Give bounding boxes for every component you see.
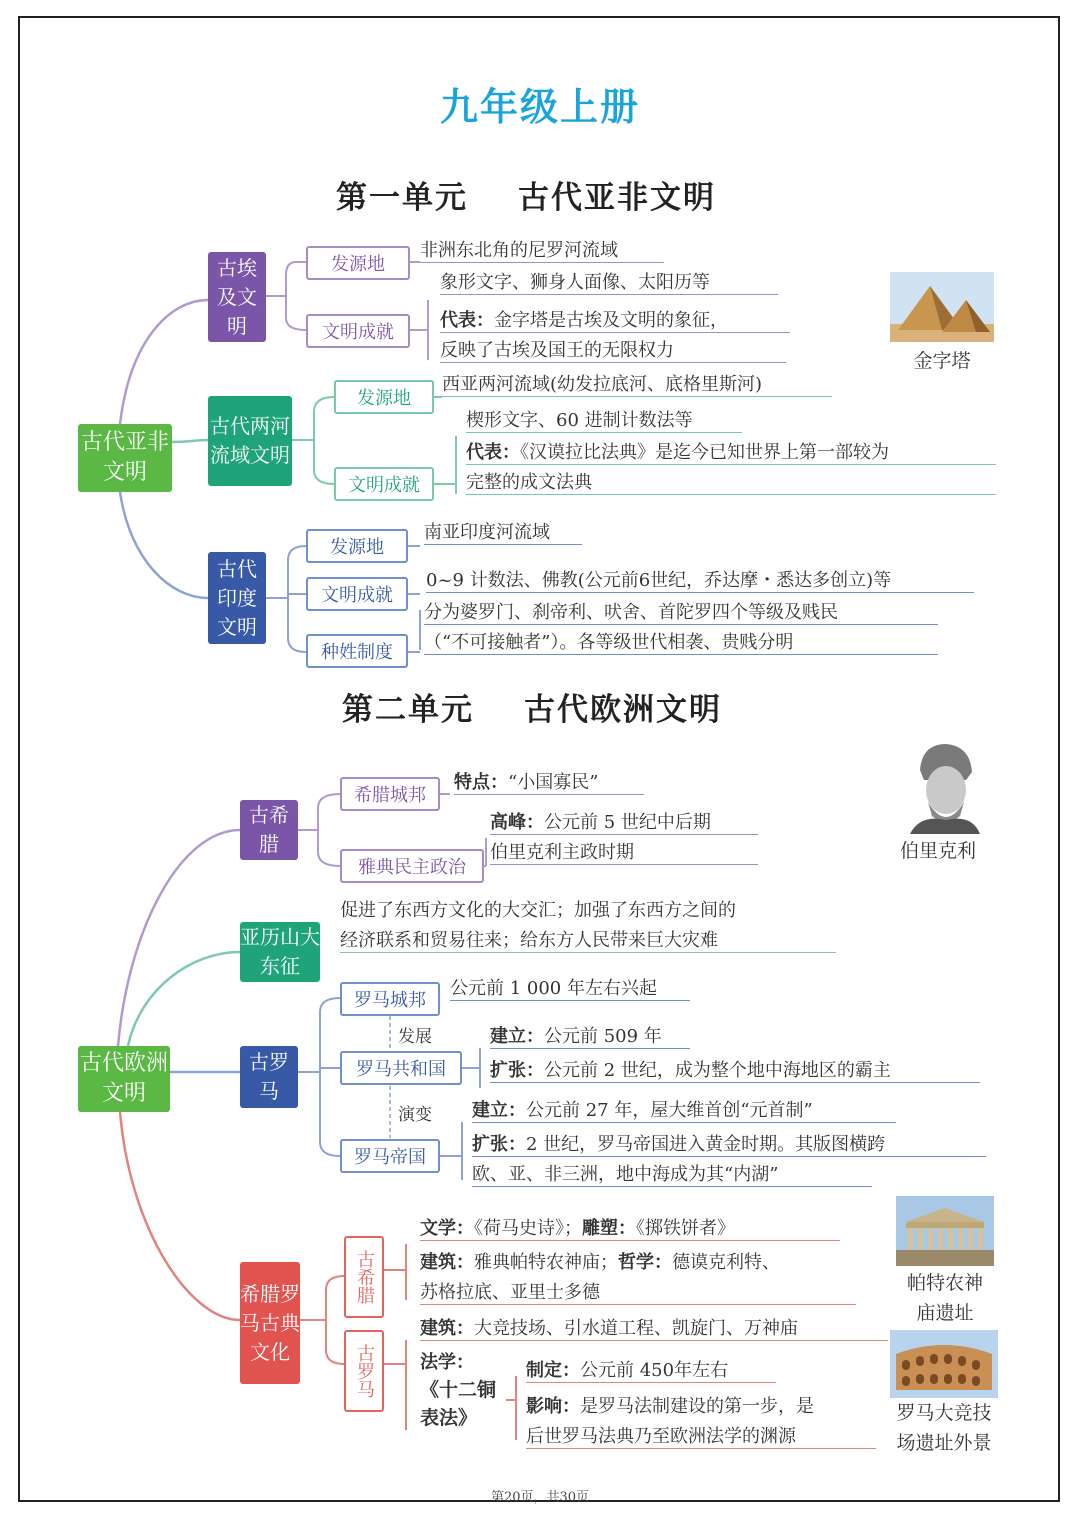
india-caste-line1: 分为婆罗门、刹帝利、吠舍、首陀罗四个等级及贱民 (424, 598, 938, 625)
culture-r-arch-line (420, 1314, 888, 1341)
meso-rep-line1 (466, 438, 996, 465)
meso-rep-text1: 《汉谟拉比法典》是迄今已知世界上第一部较为 (520, 442, 889, 463)
culture-law-label (420, 1348, 474, 1374)
culture-law-name-l1: 《十二铜 (420, 1379, 497, 1401)
connector-root1-egypt (120, 300, 208, 424)
rome-node: 古罗马 (240, 1046, 298, 1108)
republic-expand-line (490, 1056, 980, 1083)
colosseum-caption-l2: 场遗址外景 (896, 1432, 992, 1454)
culture-arch-text: 雅典帕特农神庙； (474, 1252, 618, 1273)
egypt-rep-line1 (440, 306, 790, 333)
republic-expand-label: 扩张： (490, 1060, 544, 1081)
culture-lit-line (420, 1214, 840, 1241)
parthenon-image (896, 1196, 994, 1266)
meso-rep-line2: 完整的成文法典 (466, 468, 996, 495)
republic-expand-text: 公元前 2 世纪，成为整个地中海地区的霸主 (544, 1060, 891, 1081)
culture-made-line (526, 1356, 776, 1383)
empire-found-text: 公元前 27 年，屋大维首创“元首制” (526, 1100, 813, 1121)
culture-lit-text: 《荷马史诗》； (474, 1218, 582, 1239)
meso-rep-label: 代表： (466, 442, 520, 463)
pericles-caption: 伯里克利 (899, 840, 976, 862)
unit2-root: 古代欧洲文明 (78, 1046, 170, 1112)
meso-achieve-text: 楔形文字、60 进制计数法等 (466, 406, 742, 433)
unit2-heading (342, 684, 722, 729)
pyramid-caption: 金字塔 (913, 350, 971, 372)
egypt-origin-label: 发源地 (306, 246, 410, 280)
culture-law-name (420, 1376, 496, 1432)
egypt-origin-text: 非洲东北角的尼罗河流域 (420, 236, 664, 263)
culture-phil-text: 德谟克利特、 (672, 1252, 780, 1273)
colosseum-image (890, 1330, 998, 1398)
alexander-line2: 经济联系和贸易往来；给东方人民带来巨大灾难 (340, 926, 836, 953)
meso-achieve-label: 文明成就 (334, 467, 434, 501)
culture-impact-label: 影响： (526, 1396, 580, 1417)
empire-label: 罗马帝国 (340, 1139, 440, 1173)
india-achieve-text: 0~9 计数法、佛教(公元前6世纪，乔达摩・悉达多创立)等 (426, 566, 974, 593)
india-achieve-label: 文明成就 (306, 577, 408, 611)
greece-feature-label: 特点： (454, 772, 508, 793)
republic-label: 罗马共和国 (340, 1051, 462, 1085)
culture-r-arch-text: 大竞技场、引水道工程、凯旋门、万神庙 (474, 1318, 798, 1339)
alexander-node: 亚历山大东征 (240, 922, 320, 982)
greece-city-label: 希腊城邦 (340, 777, 440, 811)
culture-phil-line2: 苏格拉底、亚里士多德 (420, 1278, 856, 1305)
culture-node: 希腊罗马古典文化 (240, 1262, 300, 1384)
culture-made-text: 公元前 450年左右 (580, 1360, 729, 1381)
greece-peak-line2: 伯里克利主政时期 (490, 838, 758, 865)
culture-phil-label: 哲学： (618, 1252, 672, 1273)
pyramid-image (890, 272, 994, 342)
parthenon-caption-l1: 帕特农神 (906, 1272, 983, 1294)
culture-impact-line2: 后世罗马法典乃至欧洲法学的渊源 (526, 1422, 876, 1449)
greece-node: 古希腊 (240, 800, 298, 860)
culture-r-arch-label: 建筑： (420, 1318, 474, 1339)
empire-expand-label: 扩张： (472, 1134, 526, 1155)
india-caste-label: 种姓制度 (306, 634, 408, 668)
culture-law-name-l2: 表法》 (420, 1407, 478, 1429)
page-title: 九年级上册 (439, 85, 640, 129)
egypt-rep-line2: 反映了古埃及国王的无限权力 (440, 336, 786, 363)
culture-law-label-text: 法学： (420, 1352, 474, 1373)
meso-node: 古代两河流域文明 (208, 396, 292, 486)
colosseum-caption (882, 1398, 1006, 1458)
culture-sculpt-label: 雕塑： (582, 1218, 636, 1239)
unit1-root: 古代亚非文明 (78, 424, 172, 492)
empire-expand-text1: 2 世纪，罗马帝国进入黄金时期。其版图横跨 (526, 1134, 886, 1155)
connector-root1-india (120, 492, 208, 598)
india-caste-line2: （“不可接触者”）。各等级世代相袭、贵贱分明 (424, 628, 938, 655)
culture-sculpt-text: 《掷铁饼者》 (636, 1218, 735, 1239)
meso-origin-text: 西亚两河流域(幼发拉底河、底格里斯河) (442, 370, 832, 397)
egypt-rep-text1: 金字塔是古埃及文明的象征， (494, 310, 728, 331)
greece-peak-line (490, 808, 758, 835)
greece-feature-text: “小国寡民” (508, 772, 599, 793)
unit2-label: 第二单元 (342, 692, 474, 728)
republic-found-line (490, 1022, 690, 1049)
culture-arch-line (420, 1248, 780, 1274)
india-origin-label: 发源地 (306, 529, 408, 563)
empire-found-line (472, 1096, 896, 1123)
republic-found-label: 建立： (490, 1026, 544, 1047)
athens-label: 雅典民主政治 (340, 849, 484, 883)
rome-arrow2-label: 演变 (398, 1105, 432, 1125)
connector-root1-meso (172, 440, 208, 442)
rome-arrow1-label: 发展 (398, 1027, 432, 1047)
egypt-achieve-text: 象形文字、狮身人面像、太阳历等 (440, 268, 778, 295)
empire-found-label: 建立： (472, 1100, 526, 1121)
republic-found-text: 公元前 509 年 (544, 1026, 662, 1047)
empire-expand-line1 (472, 1130, 986, 1157)
egypt-achieve-label: 文明成就 (306, 314, 410, 348)
culture-rome-label: 古罗马 (344, 1330, 384, 1412)
parthenon-caption-l2: 庙遗址 (916, 1302, 974, 1324)
greece-peak-text: 公元前 5 世纪中后期 (544, 812, 711, 833)
india-origin-text: 南亚印度河流域 (424, 518, 582, 545)
colosseum-caption-l1: 罗马大竞技 (896, 1402, 992, 1424)
empire-expand-line2: 欧、亚、非三洲，地中海成为其“内湖” (472, 1160, 872, 1187)
unit2-name: 古代欧洲文明 (524, 692, 722, 728)
culture-impact-line1 (526, 1392, 814, 1418)
greece-feature-line (454, 768, 644, 795)
alexander-line1: 促进了东西方文化的大交汇；加强了东西方之间的 (340, 900, 736, 921)
india-node: 古代印度文明 (208, 552, 266, 644)
rome-city-label: 罗马城邦 (340, 982, 440, 1016)
unit1-label: 第一单元 (336, 180, 468, 216)
culture-arch-label: 建筑： (420, 1252, 474, 1273)
culture-impact-text1: 是罗马法制建设的第一步，是 (580, 1396, 814, 1417)
rome-city-text: 公元前 1 000 年左右兴起 (450, 974, 690, 1001)
parthenon-caption (884, 1268, 1006, 1328)
unit1-name: 古代亚非文明 (518, 180, 716, 216)
egypt-rep-label: 代表： (440, 310, 494, 331)
greece-peak-label: 高峰： (490, 812, 544, 833)
culture-made-label: 制定： (526, 1360, 580, 1381)
culture-lit-label: 文学： (420, 1218, 474, 1239)
page-footer: 第20页，共30页 (490, 1490, 590, 1505)
meso-origin-label: 发源地 (334, 380, 434, 414)
egypt-node: 古埃及文明 (208, 252, 266, 342)
pericles-image (900, 740, 980, 834)
culture-greece-label: 古希腊 (344, 1236, 384, 1318)
